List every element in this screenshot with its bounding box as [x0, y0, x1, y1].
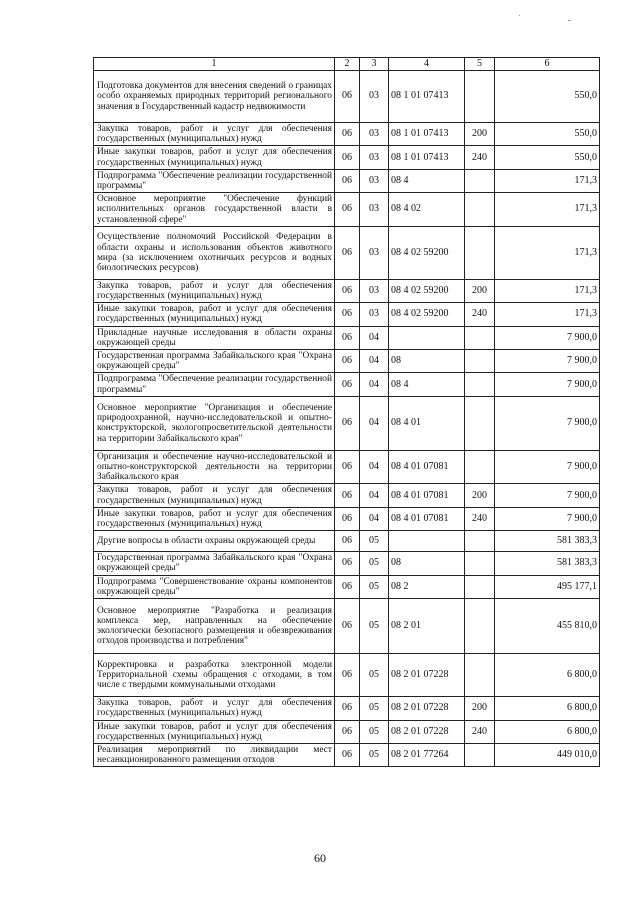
section-code: 06: [335, 373, 360, 396]
amount: 455 810,0: [495, 599, 600, 654]
section-code: 06: [335, 226, 360, 279]
section-code: 06: [335, 484, 360, 507]
section-code: 06: [335, 599, 360, 654]
row-description: Иные закупки товаров, работ и услуг для обеспечения государственных (муниципальных) нужд: [94, 303, 335, 326]
row-description: Закупка товаров, работ и услуг для обеспечения государственных (муниципальных) нужд: [94, 697, 335, 720]
row-description: Корректировка и разработка электронной модели Территориальной схемы обращения с отходами, в том числе с твердыми коммунальными отходами: [94, 654, 335, 697]
subsection-code: 05: [360, 654, 389, 697]
subsection-code: 05: [360, 599, 389, 654]
section-code: 06: [335, 507, 360, 530]
section-code: 06: [335, 743, 360, 766]
row-description: Закупка товаров, работ и услуг для обеспечения государственных (муниципальных) нужд: [94, 484, 335, 507]
row-description: Иные закупки товаров, работ и услуг для обеспечения государственных (муниципальных) нужд: [94, 720, 335, 743]
amount: 7 900,0: [495, 396, 600, 450]
amount: 6 800,0: [495, 720, 600, 743]
row-description: Закупка товаров, работ и услуг для обеспечения государственных (муниципальных) нужд: [94, 279, 335, 302]
section-code: 06: [335, 531, 360, 552]
row-description: Подготовка документов для внесения сведений о границах особо охраняемых природных территорий регионального значения в Государственный кадастр недвижимости: [94, 71, 335, 123]
target-article-code: 08 2 01 77264: [389, 743, 465, 766]
expense-type-code: [465, 193, 495, 227]
amount: 550,0: [495, 146, 600, 169]
subsection-code: 05: [360, 531, 389, 552]
amount: 171,3: [495, 303, 600, 326]
expense-type-code: [465, 396, 495, 450]
table-row: [94, 654, 600, 697]
section-code: 06: [335, 71, 360, 123]
expense-type-code: 200: [465, 484, 495, 507]
subsection-code: 05: [360, 720, 389, 743]
row-description: Основное мероприятие "Организация и обеспечение природоохранной, научно-исследовательской и опытно-конструкторской, экологопросветительской деятельности на территории Забайкальского края": [94, 396, 335, 450]
expense-type-code: 240: [465, 720, 495, 743]
column-header: 3: [360, 58, 389, 71]
table-row: [94, 303, 600, 326]
column-header: 1: [94, 58, 335, 71]
table-row: [94, 450, 600, 484]
amount: 171,3: [495, 279, 600, 302]
subsection-code: 04: [360, 326, 389, 349]
column-header: 6: [495, 58, 600, 71]
expense-type-code: [465, 599, 495, 654]
expense-type-code: 240: [465, 303, 495, 326]
section-code: 06: [335, 146, 360, 169]
target-article-code: 08 4 01 07081: [389, 507, 465, 530]
row-description: Организация и обеспечение научно-исследовательской и опытно-конструкторской деятельности на территории Забайкальского края: [94, 450, 335, 484]
subsection-code: 04: [360, 350, 389, 373]
amount: 550,0: [495, 71, 600, 123]
table-row: [94, 123, 600, 146]
expense-type-code: 200: [465, 697, 495, 720]
row-description: Осуществление полномочий Российской Федерации в области охраны и использования объектов животного мира (за исключением охотничьих ресурсов и водных биологических ресурсов): [94, 226, 335, 279]
table-row: [94, 720, 600, 743]
row-description: Иные закупки товаров, работ и услуг для обеспечения государственных (муниципальных) нужд: [94, 507, 335, 530]
table-row: [94, 169, 600, 192]
amount: 449 010,0: [495, 743, 600, 766]
amount: 7 900,0: [495, 507, 600, 530]
expense-type-code: 240: [465, 507, 495, 530]
table-row: [94, 531, 600, 552]
table-row: [94, 697, 600, 720]
subsection-code: 04: [360, 396, 389, 450]
target-article-code: 08 4 02 59200: [389, 226, 465, 279]
row-description: Прикладные научные исследования в области охраны окружающей среды: [94, 326, 335, 349]
amount: 6 800,0: [495, 697, 600, 720]
table-row: [94, 599, 600, 654]
section-code: 06: [335, 450, 360, 484]
section-code: 06: [335, 720, 360, 743]
subsection-code: 04: [360, 450, 389, 484]
amount: 171,3: [495, 169, 600, 192]
subsection-code: 03: [360, 71, 389, 123]
target-article-code: 08 2 01 07228: [389, 654, 465, 697]
expense-type-code: [465, 654, 495, 697]
row-description: Иные закупки товаров, работ и услуг для обеспечения государственных (муниципальных) нужд: [94, 146, 335, 169]
expense-type-code: [465, 450, 495, 484]
target-article-code: 08 4: [389, 373, 465, 396]
section-code: 06: [335, 552, 360, 575]
section-code: 06: [335, 396, 360, 450]
target-article-code: 08 2 01 07228: [389, 697, 465, 720]
row-description: Подпрограмма "Обеспечение реализации государственной программы": [94, 169, 335, 192]
amount: 171,3: [495, 226, 600, 279]
page-number: 60: [314, 851, 326, 865]
amount: 7 900,0: [495, 373, 600, 396]
expense-type-code: 200: [465, 279, 495, 302]
expense-type-code: [465, 743, 495, 766]
table-row: [94, 146, 600, 169]
subsection-code: 04: [360, 484, 389, 507]
row-description: Основное мероприятие "Разработка и реализация комплекса мер, направленных на обеспечение экологически безопасного размещения и обезвреживания отходов производства и потребления": [94, 599, 335, 654]
table-row: [94, 575, 600, 598]
expense-type-code: 240: [465, 146, 495, 169]
subsection-code: 05: [360, 552, 389, 575]
target-article-code: 08 4 02: [389, 193, 465, 227]
expense-type-code: 200: [465, 123, 495, 146]
amount: 6 800,0: [495, 654, 600, 697]
subsection-code: 03: [360, 169, 389, 192]
expense-type-code: [465, 531, 495, 552]
section-code: 06: [335, 350, 360, 373]
target-article-code: 08: [389, 350, 465, 373]
subsection-code: 03: [360, 193, 389, 227]
row-description: Реализация мероприятий по ликвидации мест несанкционированного размещения отходов: [94, 743, 335, 766]
section-code: 06: [335, 193, 360, 227]
amount: 581 383,3: [495, 531, 600, 552]
amount: 7 900,0: [495, 350, 600, 373]
expense-type-code: [465, 373, 495, 396]
target-article-code: 08 1 01 07413: [389, 71, 465, 123]
row-description: Закупка товаров, работ и услуг для обеспечения государственных (муниципальных) нужд: [94, 123, 335, 146]
table-row: [94, 226, 600, 279]
expense-type-code: [465, 169, 495, 192]
subsection-code: 05: [360, 575, 389, 598]
target-article-code: 08 4 02 59200: [389, 303, 465, 326]
subsection-code: 03: [360, 146, 389, 169]
subsection-code: 05: [360, 743, 389, 766]
expense-type-code: [465, 71, 495, 123]
subsection-code: 05: [360, 697, 389, 720]
header-row: [94, 58, 600, 71]
target-article-code: 08 1 01 07413: [389, 123, 465, 146]
scan-mark: [519, 15, 520, 16]
row-description: Государственная программа Забайкальского края "Охрана окружающей среды": [94, 350, 335, 373]
expense-type-code: [465, 552, 495, 575]
target-article-code: 08: [389, 552, 465, 575]
budget-table: [93, 57, 600, 767]
section-code: 06: [335, 279, 360, 302]
section-code: 06: [335, 326, 360, 349]
subsection-code: 04: [360, 373, 389, 396]
target-article-code: 08 1 01 07413: [389, 146, 465, 169]
amount: 550,0: [495, 123, 600, 146]
target-article-code: 08 4 01: [389, 396, 465, 450]
table-row: [94, 484, 600, 507]
amount: 171,3: [495, 193, 600, 227]
row-description: Подпрограмма "Обеспечение реализации государственной программы": [94, 373, 335, 396]
row-description: Государственная программа Забайкальского края "Охрана окружающей среды": [94, 552, 335, 575]
table-row: [94, 396, 600, 450]
table-row: [94, 743, 600, 766]
subsection-code: 03: [360, 303, 389, 326]
table-body: [94, 58, 600, 767]
expense-type-code: [465, 575, 495, 598]
target-article-code: [389, 326, 465, 349]
subsection-code: 04: [360, 507, 389, 530]
section-code: 06: [335, 575, 360, 598]
section-code: 06: [335, 697, 360, 720]
row-description: Основное мероприятие "Обеспечение функций исполнительных органов государственной власти в установленной сфере": [94, 193, 335, 227]
amount: 581 383,3: [495, 552, 600, 575]
scan-mark: [568, 20, 571, 21]
target-article-code: 08 2: [389, 575, 465, 598]
subsection-code: 03: [360, 226, 389, 279]
expense-type-code: [465, 226, 495, 279]
section-code: 06: [335, 303, 360, 326]
amount: 7 900,0: [495, 326, 600, 349]
amount: 7 900,0: [495, 450, 600, 484]
target-article-code: 08 4 02 59200: [389, 279, 465, 302]
table-row: [94, 279, 600, 302]
table-row: [94, 193, 600, 227]
target-article-code: 08 4 01 07081: [389, 450, 465, 484]
expense-type-code: [465, 326, 495, 349]
table-row: [94, 350, 600, 373]
target-article-code: [389, 531, 465, 552]
target-article-code: 08 4 01 07081: [389, 484, 465, 507]
table-row: [94, 71, 600, 123]
amount: 7 900,0: [495, 484, 600, 507]
section-code: 06: [335, 169, 360, 192]
subsection-code: 03: [360, 123, 389, 146]
row-description: Другие вопросы в области охраны окружающей среды: [94, 531, 335, 552]
table-row: [94, 373, 600, 396]
section-code: 06: [335, 654, 360, 697]
column-header: 2: [335, 58, 360, 71]
table-row: [94, 552, 600, 575]
table-row: [94, 326, 600, 349]
row-description: Подпрограмма "Совершенствование охраны компонентов окружающей среды": [94, 575, 335, 598]
expense-type-code: [465, 350, 495, 373]
column-header: 5: [465, 58, 495, 71]
column-header: 4: [389, 58, 465, 71]
target-article-code: 08 4: [389, 169, 465, 192]
table-row: [94, 507, 600, 530]
target-article-code: 08 2 01 07228: [389, 720, 465, 743]
subsection-code: 03: [360, 279, 389, 302]
amount: 495 177,1: [495, 575, 600, 598]
target-article-code: 08 2 01: [389, 599, 465, 654]
section-code: 06: [335, 123, 360, 146]
